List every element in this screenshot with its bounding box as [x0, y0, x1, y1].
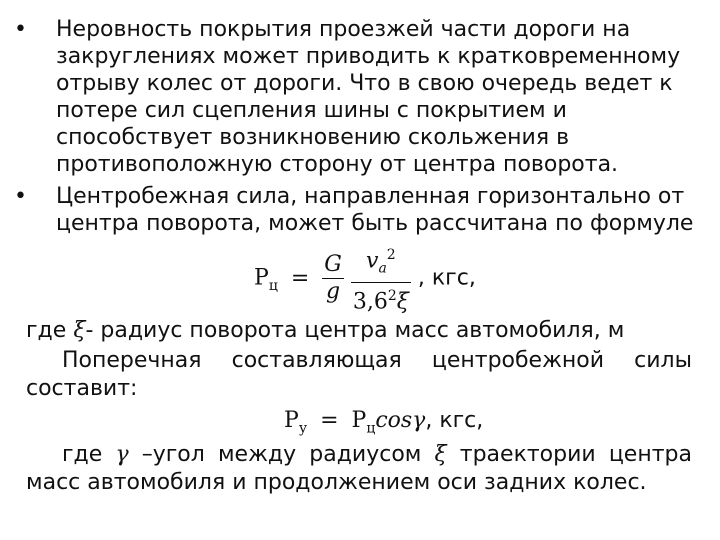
fraction-denominator — [351, 283, 411, 315]
den-var: ξ — [396, 289, 409, 315]
formula-lhs: Р — [254, 265, 269, 291]
formula-rhs: Р — [351, 408, 367, 433]
word: центробежной — [431, 348, 605, 373]
formula-lhs-sub: ц — [268, 277, 278, 294]
text-line: противоположную сторону от центра поворота. — [56, 152, 619, 177]
word: между — [217, 442, 297, 467]
text-line: закруглениях может приводить к кратковременному — [56, 44, 681, 69]
radius-post: - радиус поворота центра масс автомобиля, м — [85, 318, 625, 343]
den-base: 3,6 — [352, 289, 388, 315]
angle-definition-line-1 — [26, 442, 692, 467]
velocity-sup: 2 — [386, 247, 396, 263]
formula-cos: cosγ — [375, 408, 426, 433]
word: –угол — [141, 442, 205, 467]
bullet-text-1 — [56, 16, 716, 178]
text-line: Неровность покрытия проезжей части дороги на — [56, 17, 631, 42]
centrifugal-force-formula — [254, 242, 476, 315]
word: где — [62, 442, 103, 467]
radius-pre: где — [26, 318, 74, 343]
xi-symbol: ξ — [434, 442, 447, 467]
word: радиусом — [309, 442, 422, 467]
word: траектории — [459, 442, 596, 467]
lateral-force-formula — [284, 408, 483, 436]
bullet-marker: • — [14, 17, 27, 42]
formula-rhs-sub: ц — [366, 420, 376, 437]
angle-definition-line-2: масс автомобиля и продолжением оси задних колес. — [26, 470, 647, 495]
text-line: потере сил сцепления шины с покрытием и — [56, 98, 567, 123]
den-sup: 2 — [387, 287, 397, 304]
word: центра — [608, 442, 692, 467]
bullet-marker: • — [14, 184, 27, 209]
text-line: центра поворота, может быть рассчитана по формуле — [56, 211, 694, 236]
formula-lhs: Р — [284, 408, 299, 433]
fraction-velocity — [351, 242, 411, 315]
formula-unit: , кгс, — [417, 265, 476, 291]
radius-var: ξ — [73, 318, 86, 343]
text-line: Центробежная сила, направленная горизонтально от — [56, 184, 685, 209]
radius-definition — [26, 317, 624, 344]
formula-lhs-sub: у — [298, 420, 308, 437]
fraction-denominator: g — [326, 279, 341, 305]
bullet-text-2 — [56, 183, 716, 237]
formula-equals: = — [320, 408, 339, 433]
velocity-sub: a — [378, 260, 387, 277]
velocity-var: v — [366, 248, 379, 274]
fraction-numerator — [351, 242, 411, 283]
text-line: отрыву колес от дороги. Что в свою очередь ведет к — [56, 71, 673, 96]
gamma-symbol: γ — [115, 442, 129, 467]
fraction-numerator: G — [324, 252, 342, 278]
word: Поперечная — [62, 348, 202, 373]
formula-equals: = — [290, 265, 310, 291]
formula-unit: , кгс, — [425, 408, 484, 433]
text-line: способствует возникновению скольжения в — [56, 125, 570, 150]
transverse-line-2: составит: — [26, 376, 138, 401]
word: силы — [634, 348, 692, 373]
fraction-mass — [322, 252, 344, 305]
transverse-line-1 — [26, 348, 692, 373]
word: составляющая — [231, 348, 402, 373]
